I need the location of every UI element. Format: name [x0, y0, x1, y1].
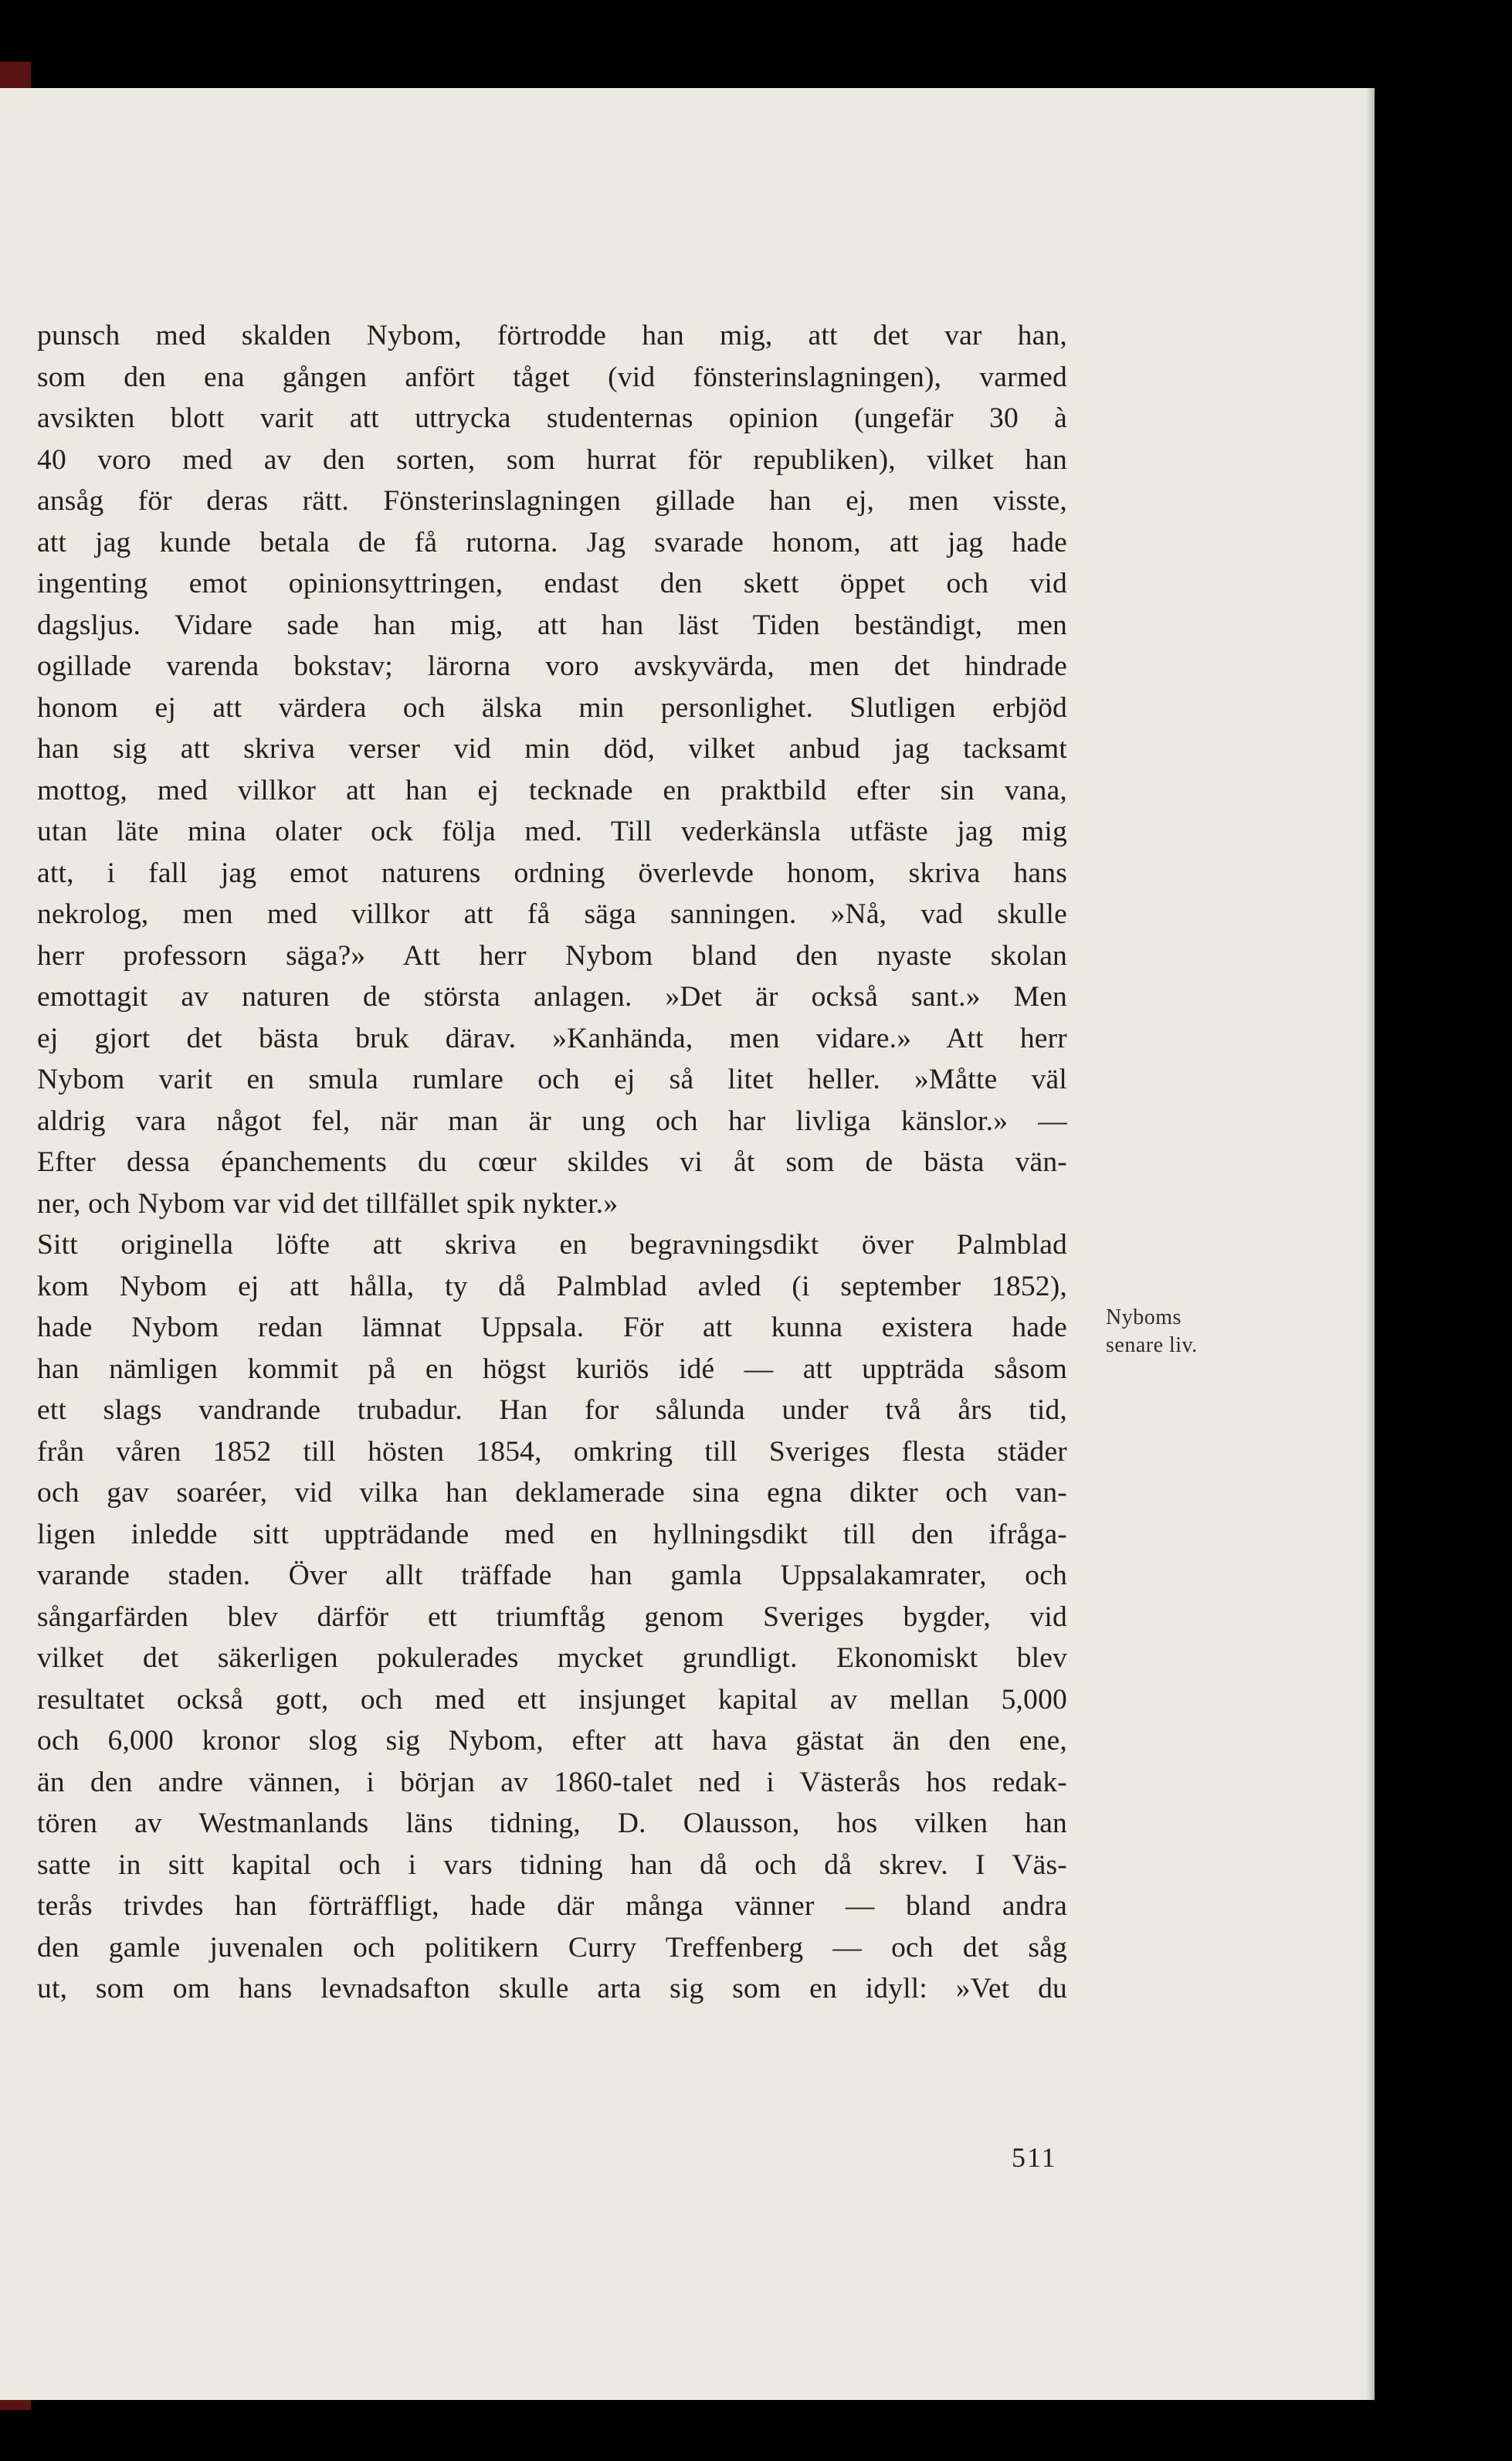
text-line: ett slags vandrande trubadur. Han for sålunda under två års tid,	[37, 1394, 1067, 1426]
text-line: att, i fall jag emot naturens ordning överlevde honom, skriva hans	[37, 857, 1067, 889]
page-number: 511	[1012, 2142, 1057, 2173]
text-line: ingenting emot opinionsyttringen, endast den skett öppet och vid	[37, 568, 1067, 599]
text-line: kom Nybom ej att hålla, ty då Palmblad avled (i september 1852),	[37, 1270, 1067, 1302]
margin-note-line: Nyboms	[1106, 1305, 1181, 1329]
body-text	[37, 315, 1067, 2010]
text-line: från våren 1852 till hösten 1854, omkring till Sveriges flesta städer	[37, 1435, 1067, 1468]
text-line: ansåg för deras rätt. Fönsterinslagningen gillade han ej, men visste,	[37, 485, 1067, 517]
text-line: ej gjort det bästa bruk därav. »Kanhända, men vidare.» Att herr	[37, 1022, 1067, 1054]
text-line: och gav soaréer, vid vilka han deklamerade sina egna dikter och van-	[37, 1477, 1067, 1509]
text-line: emottagit av naturen de största anlagen. »Det är också sant.» Men	[37, 981, 1067, 1013]
margin-note	[1106, 1304, 1245, 1359]
text-line: än den andre vännen, i början av 1860-talet ned i Västerås hos redak-	[37, 1766, 1067, 1798]
text-line: ut, som om hans levnadsafton skulle arta sig som en idyll: »Vet du	[37, 1973, 1067, 2004]
book-page	[0, 88, 1375, 2400]
text-line: nekrolog, men med villkor att få säga sanningen. »Nå, vad skulle	[37, 898, 1067, 930]
text-line: mottog, med villkor att han ej tecknade en praktbild efter sin vana,	[37, 774, 1067, 806]
text-line: aldrig vara något fel, när man är ung och har livliga känslor.» —	[37, 1105, 1067, 1137]
text-line: ner, och Nybom var vid det tillfället spik nykter.»	[37, 1187, 619, 1220]
text-line: hade Nybom redan lämnat Uppsala. För att kunna existera hade	[37, 1312, 1067, 1343]
text-line: dagsljus. Vidare sade han mig, att han läst Tiden beständigt, men	[37, 609, 1067, 641]
text-line: Efter dessa épanchements du cœur skildes vi åt som de bästa vän-	[37, 1146, 1067, 1178]
margin-note-line: senare liv.	[1106, 1333, 1198, 1357]
text-line: som den ena gången anfört tåget (vid fönsterinslagningen), varmed	[37, 361, 1067, 393]
text-line: vilket det säkerligen pokulerades mycket grundligt. Ekonomiskt blev	[37, 1642, 1067, 1674]
text-line: Sitt originella löfte att skriva en begravningsdikt över Palmblad	[37, 1229, 1067, 1261]
text-line: han sig att skriva verser vid min död, vilket anbud jag tacksamt	[37, 733, 1067, 765]
text-line: den gamle juvenalen och politikern Curry Treffenberg — och det såg	[37, 1931, 1067, 1964]
text-line: Nybom varit en smula rumlare och ej så litet heller. »Måtte väl	[37, 1064, 1067, 1095]
text-line: herr professorn säga?» Att herr Nybom bland den nyaste skolan	[37, 939, 1067, 972]
text-line: honom ej att värdera och älska min personlighet. Slutligen erbjöd	[37, 691, 1067, 724]
text-line: punsch med skalden Nybom, förtrodde han mig, att det var han,	[37, 320, 1067, 351]
text-line: han nämligen kommit på en högst kuriös idé — att uppträda såsom	[37, 1353, 1067, 1385]
text-line: 40 voro med av den sorten, som hurrat för republiken), vilket han	[37, 443, 1067, 476]
text-line: terås trivdes han förträffligt, hade där många vänner — bland andra	[37, 1890, 1067, 1922]
text-line: sångarfärden blev därför ett triumftåg genom Sveriges bygder, vid	[37, 1600, 1067, 1633]
text-line: varande staden. Över allt träffade han gamla Uppsalakamrater, och	[37, 1560, 1067, 1591]
text-line: tören av Westmanlands läns tidning, D. Olausson, hos vilken han	[37, 1808, 1067, 1839]
text-line: utan läte mina olater ock följa med. Till vederkänsla utfäste jag mig	[37, 816, 1067, 847]
text-line: resultatet också gott, och med ett insjunget kapital av mellan 5,000	[37, 1683, 1067, 1716]
text-line: ligen inledde sitt uppträdande med en hyllningsdikt till den ifråga-	[37, 1518, 1067, 1550]
text-line: att jag kunde betala de få rutorna. Jag svarade honom, att jag hade	[37, 526, 1067, 558]
text-line: avsikten blott varit att uttrycka studenternas opinion (ungefär 30 à	[37, 402, 1067, 434]
text-line: ogillade varenda bokstav; lärorna voro avskyvärda, men det hindrade	[37, 650, 1067, 682]
text-line: satte in sitt kapital och i vars tidning han då och då skrev. I Väs-	[37, 1848, 1067, 1881]
text-line: och 6,000 kronor slog sig Nybom, efter att hava gästat än den ene,	[37, 1725, 1067, 1757]
